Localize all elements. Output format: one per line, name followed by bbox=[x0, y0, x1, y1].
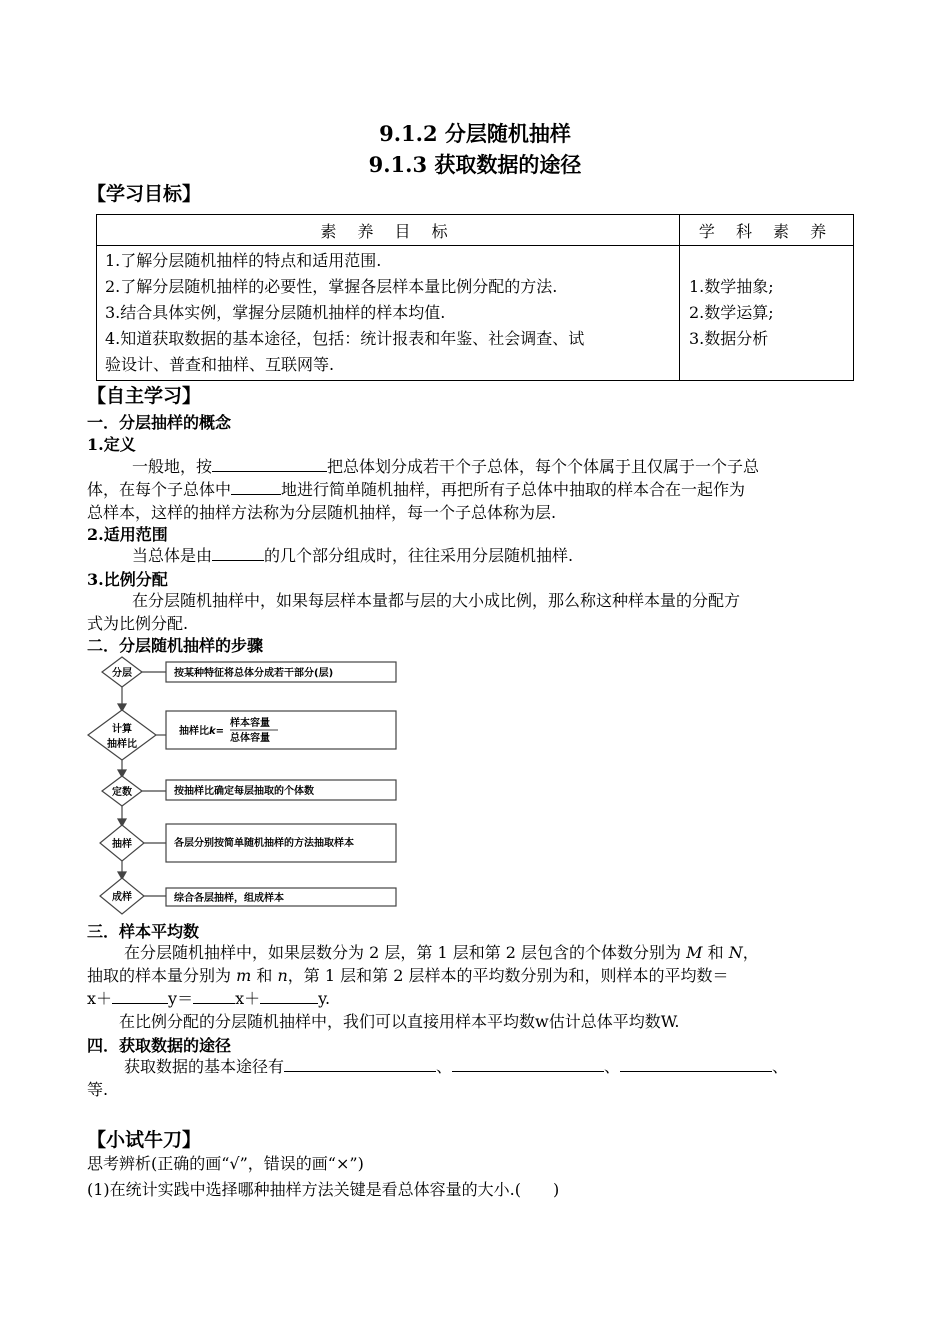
section-study-goals: 【学习目标】 bbox=[87, 183, 202, 205]
literacy-header: 学 科 素 养 bbox=[680, 215, 854, 246]
fraction-numerator: 样本容量 bbox=[230, 718, 270, 729]
goal-item: 验设计、普查和抽样、互联网等. bbox=[105, 355, 335, 374]
step-desc: 按某种特征将总体分成若干部分(层) bbox=[174, 668, 334, 679]
definition-text: 一般地，按 把总体划分成若干个子总体，每个个体属于且仅属于一个子总 体，在每个子总体中 地进行简单随机抽样，再把所有子总体中抽取的样本合在一起作为 总样本，这样的抽样方法称为分层随机抽样，每一个子总体称为层. bbox=[87, 457, 760, 522]
part4-heading: 四．获取数据的途径 bbox=[87, 1036, 232, 1055]
scope-text: 当总体是由 的几个部分组成时，往往采用分层随机抽样. bbox=[132, 546, 574, 565]
blank-stratify-basis[interactable] bbox=[212, 455, 327, 472]
definition-heading: 1.定义 bbox=[87, 435, 136, 454]
goals-header: 素 养 目 标 bbox=[97, 215, 680, 246]
ratio-heading: 3.比例分配 bbox=[87, 570, 168, 589]
step-desc: 按抽样比确定每层抽取的个体数 bbox=[174, 786, 314, 797]
node-label: 分层 bbox=[112, 668, 132, 679]
step-desc: 综合各层抽样，组成样本 bbox=[174, 893, 284, 904]
goals-cell bbox=[97, 246, 680, 381]
part3-heading: 三．样本平均数 bbox=[87, 922, 200, 941]
practice-intro: 思考辨析(正确的画“√”，错误的画“×”) bbox=[87, 1154, 364, 1173]
goal-item: 4.知道获取数据的基本途径，包括：统计报表和年鉴、社会调查、试 bbox=[105, 329, 585, 348]
title-1: 9.1.2 分层随机抽样 bbox=[379, 121, 571, 146]
part2-heading: 二．分层随机抽样的步骤 bbox=[87, 636, 264, 655]
blank-scope[interactable] bbox=[212, 544, 264, 561]
blank-source-2[interactable] bbox=[452, 1055, 604, 1072]
goals-table bbox=[96, 214, 854, 381]
literacy-item: 3.数据分析 bbox=[689, 329, 769, 348]
goal-item: 3.结合具体实例，掌握分层随机抽样的样本均值. bbox=[105, 303, 446, 322]
ratio-text: 在分层随机抽样中，如果每层样本量都与层的大小成比例，那么称这种样本量的分配方 式为比例分配. bbox=[87, 591, 741, 633]
literacy-item: 2.数学运算; bbox=[689, 303, 774, 322]
node-label: 定数 bbox=[112, 787, 132, 798]
sampling-steps-flowchart bbox=[84, 655, 404, 915]
diamond-compute bbox=[88, 710, 156, 760]
blank-source-3[interactable] bbox=[620, 1055, 772, 1072]
data-sources-text: 获取数据的基本途径有 、 、 、 等. bbox=[87, 1057, 789, 1099]
section-self-study: 【自主学习】 bbox=[87, 385, 202, 407]
blank-source-1[interactable] bbox=[284, 1055, 436, 1072]
step-desc: 各层分别按简单随机抽样的方法抽取样本 bbox=[174, 838, 354, 849]
fraction-denominator: 总体容量 bbox=[230, 733, 270, 744]
step-desc-prefix: 抽样比k= bbox=[179, 726, 225, 737]
goal-item: 1.了解分层随机抽样的特点和适用范围. bbox=[105, 251, 382, 270]
practice-text bbox=[87, 1152, 863, 1201]
goal-item: 2.了解分层随机抽样的必要性，掌握各层样本量比例分配的方法. bbox=[105, 277, 558, 296]
literacy-cell bbox=[680, 246, 854, 381]
literacy-item: 1.数学抽象; bbox=[689, 277, 774, 296]
node-label: 成样 bbox=[112, 892, 132, 903]
sample-mean-text: 在分层随机抽样中，如果层数分为 2 层，第 1 层和第 2 层包含的个体数分别为 M 和 N， 抽取的样本量分别为 m 和 n，第 1 层和第 2 层样本的平均数分别为和，则样本的平均数＝ x＋ y＝ x＋ y. 在比例分配的分层随机抽样中，我们可以直接用样本平均数w估计总体平均数W. bbox=[87, 943, 759, 1031]
blank-weight-2[interactable] bbox=[193, 987, 235, 1004]
section-practice: 【小试牛刀】 bbox=[87, 1129, 202, 1151]
node-label: 抽样 bbox=[112, 839, 132, 850]
blank-weight-1[interactable] bbox=[112, 987, 168, 1004]
practice-question-1: (1)在统计实践中选择哪种抽样方法关键是看总体容量的大小.( ) bbox=[87, 1180, 560, 1199]
blank-weight-3[interactable] bbox=[260, 987, 318, 1004]
scope-heading: 2.适用范围 bbox=[87, 525, 168, 544]
blank-independent[interactable] bbox=[231, 478, 281, 495]
node-label: 抽样比 bbox=[107, 739, 137, 750]
node-label: 计算 bbox=[112, 724, 132, 735]
title-2: 9.1.3 获取数据的途径 bbox=[368, 152, 582, 177]
part1-heading: 一．分层抽样的概念 bbox=[87, 413, 232, 432]
